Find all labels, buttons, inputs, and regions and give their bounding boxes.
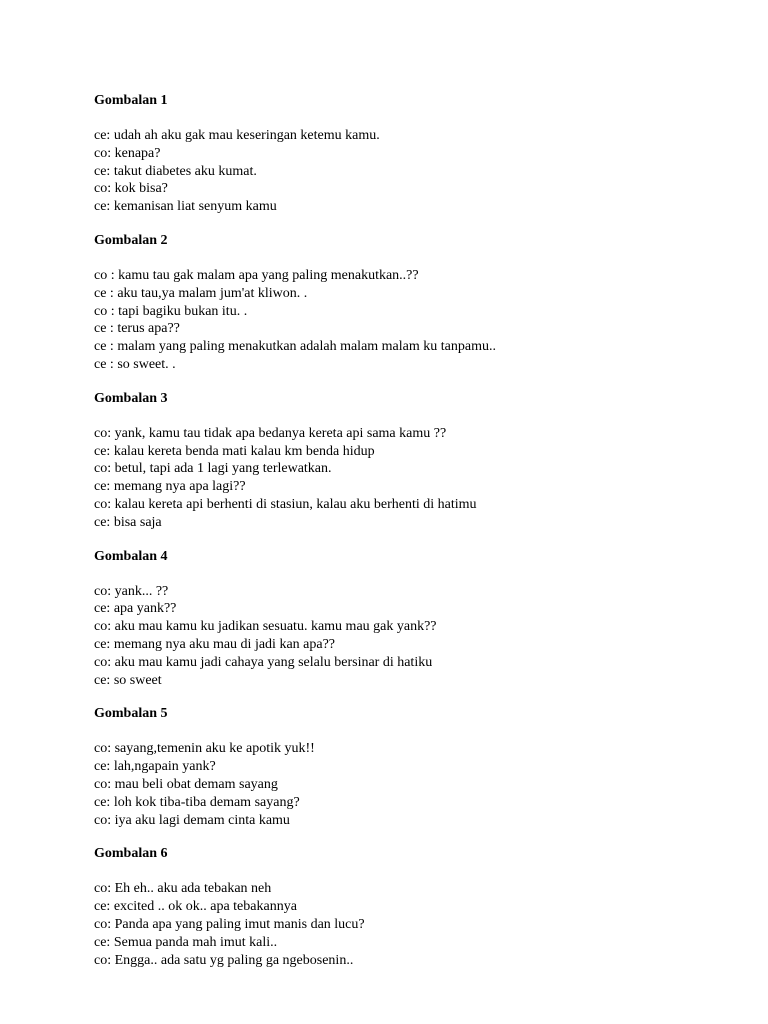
dialogue-line: ce : aku tau,ya malam jum'at kliwon. .: [94, 285, 308, 301]
dialogue-line: co: iya aku lagi demam cinta kamu: [94, 812, 290, 828]
dialogue-line: ce : so sweet. .: [94, 356, 176, 372]
section-heading: Gombalan 5: [94, 706, 168, 722]
section-gombalan-4: [94, 548, 734, 690]
section-gombalan-1: [94, 92, 734, 216]
dialogue-line: co: Eh eh.. aku ada tebakan neh: [94, 881, 272, 897]
dialogue-line: co: yank... ??: [94, 583, 169, 599]
dialogue-line: ce : malam yang paling menakutkan adalah malam malam ku tanpamu..: [94, 339, 496, 355]
dialogue-line: ce: Semua panda mah imut kali..: [94, 934, 278, 950]
section-gombalan-3: [94, 390, 734, 532]
section-heading: Gombalan 1: [94, 93, 168, 108]
dialogue-line: co: Engga.. ada satu yg paling ga ngebosenin..: [94, 952, 354, 968]
section-heading: Gombalan 3: [94, 390, 168, 406]
dialogue-line: co: aku mau kamu jadi cahaya yang selalu bersinar di hatiku: [94, 654, 433, 670]
dialogue-line: co: betul, tapi ada 1 lagi yang terlewatkan.: [94, 461, 332, 477]
dialogue-line: ce: memang nya apa lagi??: [94, 479, 246, 495]
dialogue-line: ce: bisa saja: [94, 514, 162, 530]
dialogue-line: ce: takut diabetes aku kumat.: [94, 163, 257, 179]
dialogue-line: co : tapi bagiku bukan itu. .: [94, 303, 248, 319]
dialogue-line: co: kok bisa?: [94, 181, 168, 197]
section-gombalan-2: [94, 232, 734, 374]
section-heading: Gombalan 6: [94, 846, 168, 862]
dialogue-line: co: mau beli obat demam sayang: [94, 776, 278, 792]
dialogue-line: ce: loh kok tiba-tiba demam sayang?: [94, 794, 300, 810]
dialogue-line: co : kamu tau gak malam apa yang paling menakutkan..??: [94, 267, 419, 283]
document-page: [94, 92, 734, 969]
dialogue-line: ce: kalau kereta benda mati kalau km benda hidup: [94, 443, 375, 459]
section-heading: Gombalan 4: [94, 548, 168, 564]
dialogue-line: ce: memang nya aku mau di jadi kan apa??: [94, 636, 336, 652]
dialogue-line: ce: excited .. ok ok.. apa tebakannya: [94, 899, 297, 915]
dialogue-line: ce: kemanisan liat senyum kamu: [94, 199, 277, 215]
dialogue-line: co: yank, kamu tau tidak apa bedanya kereta api sama kamu ??: [94, 425, 447, 441]
dialogue-line: co: kalau kereta api berhenti di stasiun, kalau aku berhenti di hatimu: [94, 496, 477, 512]
section-heading: Gombalan 2: [94, 232, 168, 248]
dialogue-line: ce : terus apa??: [94, 321, 180, 337]
dialogue-line: co: Panda apa yang paling imut manis dan lucu?: [94, 916, 365, 932]
section-gombalan-6: [94, 845, 734, 969]
section-gombalan-5: [94, 705, 734, 829]
dialogue-line: co: aku mau kamu ku jadikan sesuatu. kamu mau gak yank??: [94, 619, 437, 635]
dialogue-line: ce: lah,ngapain yank?: [94, 759, 216, 775]
dialogue-line: co: kenapa?: [94, 145, 161, 161]
dialogue-line: ce: apa yank??: [94, 601, 177, 617]
dialogue-line: ce: so sweet: [94, 672, 162, 688]
dialogue-line: ce: udah ah aku gak mau keseringan ketemu kamu.: [94, 128, 380, 143]
dialogue-line: co: sayang,temenin aku ke apotik yuk!!: [94, 741, 315, 757]
